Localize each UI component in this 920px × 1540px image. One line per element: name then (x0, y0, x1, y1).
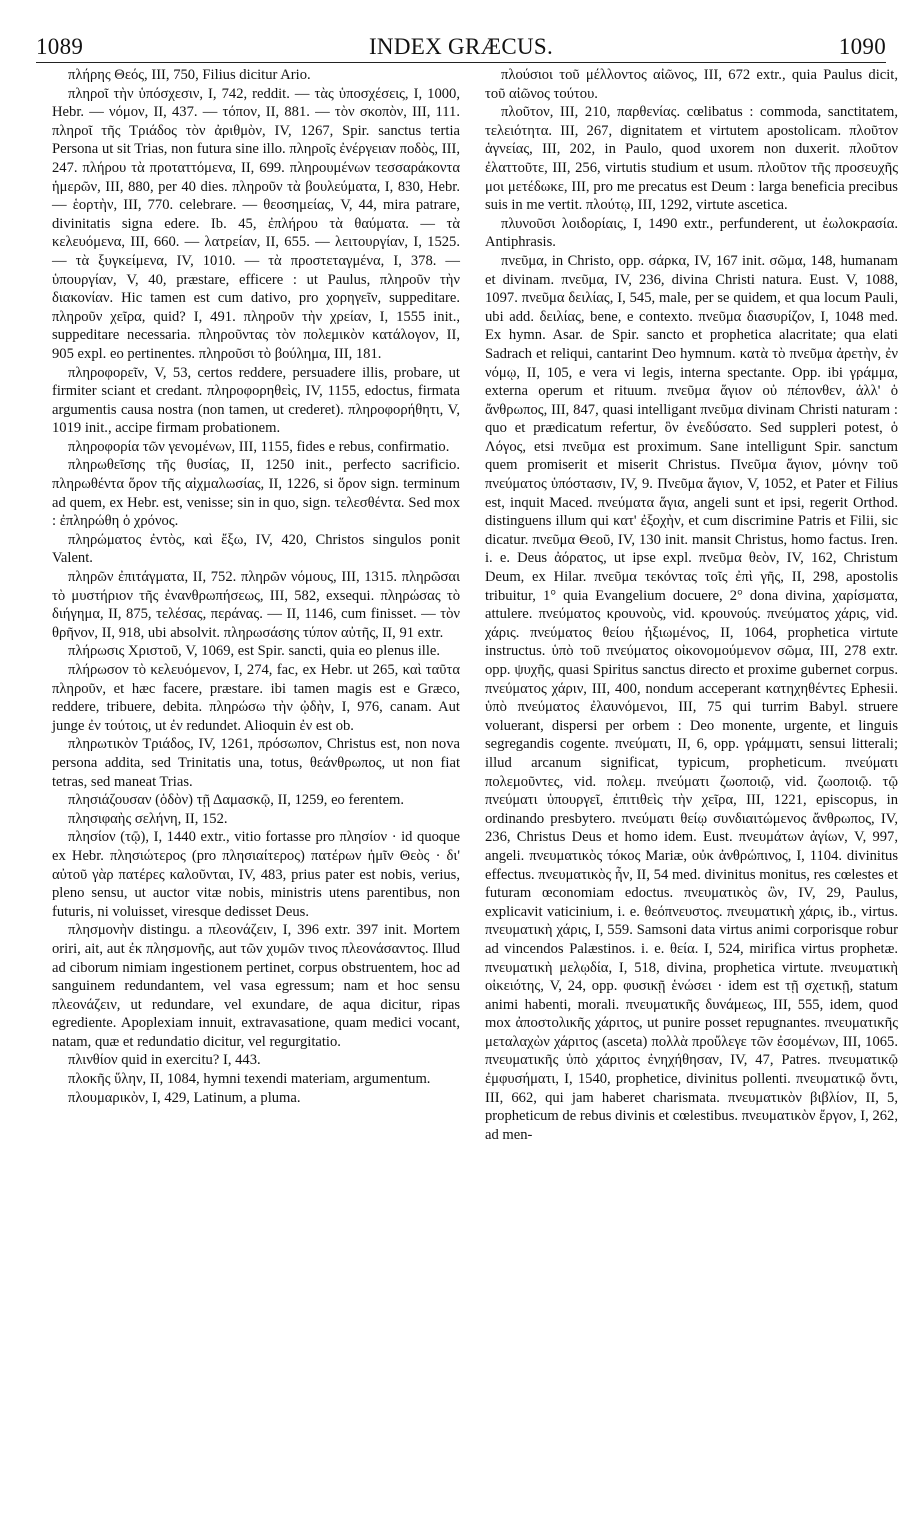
index-entry: πλούσιοι τοῦ μέλλοντος αἰῶνος, III, 672 extr., quia Paulus dicit, τοῦ αἰῶνος τούτου. (485, 67, 898, 102)
index-entry: πληροφορία τῶν γενομένων, III, 1155, fides e rebus, confirmatio. (68, 438, 450, 455)
page-number-right: 1090 (838, 34, 886, 59)
left-column (52, 66, 460, 1107)
running-title: INDEX GRÆCUS. (368, 34, 554, 59)
index-entry: πλινθίον quid in exercitu? I, 443. (68, 1052, 261, 1069)
index-entry: πλήρωσις Χριστοῦ, V, 1069, est Spir. sancti, quia eo plenus ille. (68, 643, 441, 660)
index-entry: πληροφορεῖν, V, 53, certos reddere, persuadere illis, probare, ut firmiter sciant et credant. πληροφορηθεὶς, IV, 1155, edoctus, firmata argumentis causa nostra (non tamen, ut crederet). πληροφορήθητι, V, 1019 init., accipe firmam probationem. (52, 364, 460, 437)
right-column (485, 66, 898, 1144)
index-entry: πληρώματος ἐντὸς, καὶ ἔξω, IV, 420, Christos singulos ponit Valent. (52, 531, 460, 567)
index-entry: πληρῶν ἐπιτάγματα, II, 752. πληρῶν νόμους, III, 1315. πληρῶσαι τὸ μυστήριον τῆς ἐνανθρωπήσεως, III, 582, exsequi. πληρώσας τὸ διήγημα, II, 875, τελέσας, περάνας. — II, 1146, cum finisset. — τὸν θρῆνον, II, 918, ubi absolvit. πληρωσάσης τύπον αὐτῆς, II, 91 extr. (52, 569, 460, 641)
index-entry: πλησιάζουσαν (ὁδὸν) τῇ Δαμασκῷ, II, 1259, eo ferentem. (68, 792, 404, 809)
index-entry: πλήρης Θεός, III, 750, Filius dicitur Ario. (68, 67, 311, 83)
index-entry: πλήρωσον τὸ κελευόμενον, I, 274, fac, ex Hebr. ut 265, καὶ ταῦτα πληροῦν, et hæc facere, præstare. ibi tamen magis est e Græco, reddere, tribuere, debita. πληρώσω τὴν ᾠδὴν, I, 976, canam. Aut junge ἐν τούτοις, ut ἐν redundet. Alioquin ἐν est ob. (52, 662, 460, 734)
index-entry: πλουμαρικὸν, I, 429, Latinum, a pluma. (68, 1089, 301, 1106)
index-entry: πλησιφαὴς σελήνη, II, 152. (68, 810, 228, 827)
index-entry: πληρωτικὸν Τριάδος, IV, 1261, πρόσωπον, Christus est, non nova persona addita, sed Trinitatis una, totus, θεάνθρωπος, ut non fiat tetras, sed maneat Trias. (52, 736, 460, 790)
index-entry: πλησμονὴν distingu. a πλεονάζειν, I, 396 extr. 397 init. Mortem oriri, ait, aut ἐκ πλησμονῆς, aut τῶν χυμῶν τινος πλεονάσαντος. Illud ad ciborum nimiam ingestionem pertinet, corpus obstruentem, hoc ad sanguinem redundantem, vel vasa egressum; nam et hoc sensu πλεονάζειν, ut redundare, vel exundare, de aqua dicitur, ripas egrediente. Apoplexiam innuit, extravasatione, quam medici vocant, natam, quæ et redundatio dicitur, vel regurgitatio. (52, 922, 460, 1050)
page-number-left: 1089 (36, 34, 84, 59)
index-entry: πλοῦτον, III, 210, παρθενίας. cœlibatus : commoda, sanctitatem, τελειότητα. III, 267, dignitatem et virtutem apostolicam. πλοῦτον ἁγνείας, III, 202, in Paulo, quod uxorem non duxerit. πλοῦτον ἐλαττοῦτε, III, 256, virtutis studium et usum. πλοῦτον τῆς προσευχῆς μοι μετέδωκε, III, pro me precatus est Deum : larga beneficia precibus suis in me vertit. πλούτῳ, III, 1292, virtute ascetica. (485, 104, 898, 214)
index-entry: πλοκῆς ὕλην, II, 1084, hymni texendi materiam, argumentum. (68, 1071, 431, 1088)
index-entry: πλησίον (τῷ), I, 1440 extr., vitio fortasse pro πλησίον · id quoque ex Hebr. πλησιώτερος (pro πλησιαίτερος) πατέρων ἡμῖν Θεὸς · δι' αὐτοῦ γὰρ πατέρες καλοῦνται, IV, 483, prius pater est nobis, verius, pleno sensu, ut auctor vitæ nobis, ministris utens parentibus, non futuris, ni voluisset, viresque dedisset Deus. (52, 829, 460, 920)
index-entry: πληροῖ τὴν ὑπόσχεσιν, I, 742, reddit. — τὰς ὑποσχέσεις, I, 1000, Hebr. — νόμον, II, 437. — τόπον, II, 881. — τὸν σκοπὸν, III, 111. πληροῖ τῆς Τριάδος τὸν ἀριθμὸν, IV, 1267, Spir. sanctus tertia Persona ut sit Trias, non futura sine illo. πληροῖς ἐνέργειαν ποδὸς, III, 247. πλήρου τὰ προταττόμενα, II, 699. πληρουμένων τεσσαράκοντα ἡμερῶν, III, 880, per 40 dies. πληροῦν τὰ βουλεύματα, I, 830, Hebr. — ἑορτὴν, III, 770. celebrare. — θεοσημείας, V, 44, mira patrare, divinitatis signa edere. Ib. 45, ἐπλήρου τὰ θαύματα. — τὰ κελευόμενα, III, 660. — λατρείαν, II, 655. — λειτουργίαν, I, 1525. — τὰ ξυγκείμενα, IV, 1010. — τὰ προστεταγμένα, I, 378. — ὑπουργίαν, V, 40, præstare, efficere : ut Paulus, πληροῦν τὴν διακονίαν. Hic tamen est cum dativo, pro χορηγεῖν, suppeditare. πληροῦν χεῖρα, quid? I, 491. πληροῦν τὴν χρείαν, I, 1555 init., suppeditare necessaria. πληροῦντας τὸν πολεμικὸν κατάλογον, II, 905 expl. eo pertinentes. πληροῦσι τὸ βούλημα, III, 181. (52, 85, 460, 362)
header-rule (36, 62, 886, 63)
index-entry: πλυνοῦσι λοιδορίαις, I, 1490 extr., perfunderent, ut ἐωλοκρασία. Antiphrasis. (485, 215, 898, 251)
index-entry: πνεῦμα, in Christo, opp. σάρκα, IV, 167 init. σῶμα, 148, humanam et divinam. πνεῦμα, IV, 236, divina Christi natura. Eust. V, 1088, 1097. πνεῦμα δειλίας, I, 545, male, per se quidem, et qua locum Pauli, ubi add. δειλίας, bene, e contexto. πνεῦμα διασυρίζον, I, 1048 med. Ex hymn. Asar. de Spir. sancto et prophetica alacritate; qua elati Sadrach et reliqui, cantarint Deo hymnum. κατὰ τὸ πνεῦμα ἀρετὴν, ἐν νόμῳ, II, 105, e vera vi legis, interna spectante. Opp. ibi γράμμα, externa operum et rituum. πνεῦμα ἅγιον οὐ πέπονθεν, ἀλλ' ὁ ἄνθρωπος, III, 847, quasi intelligant πνεῦμα divinam Christi naturam : quo et prædicatum refertur, ὃν ἐνεδύσατο. Sed suppleri potest, ὁ Λόγος, etsi πνεῦμα est proximum. Sane intelligunt Spir. sanctum quem promiserit et miserit Christus. Πνεῦμα ἅγιον, μόνην τοῦ πνεύματος ὑπόστασιν, IV, 9. Πνεῦμα ἅγιον, V, 1052, et Pater et Filius est, inquit Maced. πνεύματα ἅγια, angeli sunt et ipsi, regerit Orthod. distinguens illum qui κατ' ἐξοχὴν, et cum discrimine Patris et Filii, sic dicatur. πνεῦμα Θεοῦ, IV, 130 init. mansit Christus, homo factus. Iren. i. e. Deus ἀόρατος, ut ipse expl. πνεῦμα θεὸν, IV, 162, Christum Deum, ex Hilar. πνεῦμα τεκόντας τοῖς ἐπὶ γῆς, II, 298, apostolis tribuitur, 1° quia Evangelium docuere, 2° dona divina, χαρίσματα, attulere. πνεύματος κρουνοὺς, vid. κρουνούς. πνεύματος χάρις, vid. χάρις. πνεύματος θείου ἠξιωμένος, II, 1064, prophetica virtute instructus. ὑπὸ τοῦ πνεύματος οἰκονομούμενον σῶμα, III, 278 extr. opp. ψυχῆς, quasi Spiritus sanctus directo et proxime gubernet corpus. πνεύματος χάριν, III, 400, nondum acceperant κατηχηθέντες Ephesii. ὑπὸ πνεύματος ἐλαυνόμενοι, III, 75 qui turrim Babyl. struere voluerant, dispersi per orbem : Deo monente, urgente, et linguis segregandis cogente. πνεύματι, II, 6, opp. γράμματι, sensui litterali; illud arcanum significat, typicum, propheticum. πνεύματι πολεμοῦντες, vid. πολεμ. πνεύματι ζωοποιῷ, vid. ζωοποιῷ. τῷ πνεύματι ὑπουργεῖ, ἐπιτιθεὶς τὴν χεῖρα, III, 1221, episcopus, in ordinando presbytero. πνεύματι θείῳ συνδιαιτώμενος ἄνθρωπος, IV, 236, Christus Deus et homo idem. Eust. πνευμάτων ἁγίων, V, 997, angeli. πνευματικὸς τόκος Mariæ, οὐκ ἀνθρώπινος, I, 1104. divinitus effectus. πνευματικὸς ἦν, II, 54 med. divinitus monitus, res cœlestes et futuram œconomiam edoctus. πνευματικὸς ὢν, IV, 29, Paulus, explicavit vaticinium, i. e. θεόπνευστος. πνευματικὴ χάρις, ib., virtus. πνευματικὴ χάρις, I, 559. Samsoni data virtus animi corporisque robur ad vincendos Palæstinos. i. e. θεία. I, 524, mirifica virtus prophetæ. πνευματικὴ μελῳδία, I, 518, divina, prophetica virtute. πνευματικὴ οἰκειότης, V, 24, opp. φυσικῇ ἑνώσει · idem est τῇ σχετικῇ, statum animi habenti, morali. πνευματικῆς δυνάμεως, III, 555, idem, quod mox ἀποστολικῆς χάριτος, ut punire posset repugnantes. πνευματικῆς μεταλαχὼν χάριτος (asceta) πολλὰ προὔλεγε τῶν ἐσομένων, III, 1065. πνευματικῆς ὑπὸ χάριτος ἐνηχήθησαν, IV, 47, Patres. πνευματικῷ ἐμφυσήματι, I, 1540, prophetice, divinitus pollenti. πνευματικῷ ὄντι, III, 662, qui jam haberet charismata. πνευματικὸν βιβλίον, II, 5, propheticum de rebus divinis et cœlestibus. πνευματικὸν ἔργον, I, 262, ad men- (485, 252, 898, 1143)
index-entry: πληρωθεῖσης τῆς θυσίας, II, 1250 init., perfecto sacrificio. πληρωθέντα ὅρον τῆς αἰχμαλωσίας, II, 1226, si ὅρον sign. terminum ad quem, ex Hebr. est, venisse; sin in quo, sign. τελεσθέντα. Sed mox : ἐπληρώθη ὁ χρόνος. (52, 457, 460, 530)
page-header (36, 34, 886, 60)
